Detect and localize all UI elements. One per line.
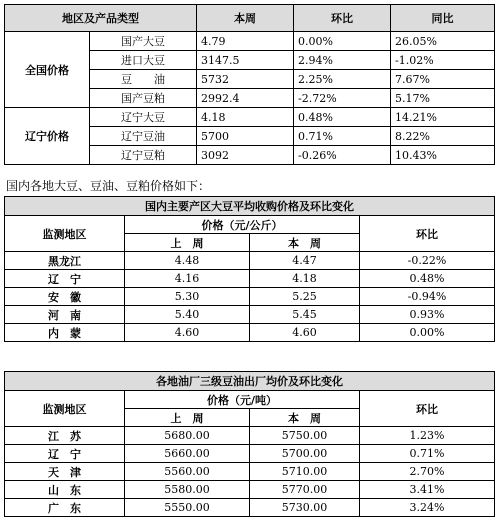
soybean-purchase-price-table xyxy=(4,196,495,342)
change-cell: 1.23% xyxy=(360,427,495,445)
region-group-liaoning: 辽宁价格 xyxy=(5,108,90,165)
wow-cell: 0.48% xyxy=(294,108,391,127)
table-row xyxy=(5,324,495,342)
curr-cell: 5710.00 xyxy=(250,463,360,481)
table-row xyxy=(5,445,495,463)
current-cell: 3092 xyxy=(197,146,294,165)
yoy-cell: -1.02% xyxy=(391,51,495,70)
curr-cell: 4.60 xyxy=(250,324,360,342)
yoy-cell: 8.22% xyxy=(391,127,495,146)
yoy-cell: 10.43% xyxy=(391,146,495,165)
region-cell: 广 东 xyxy=(5,499,125,517)
table-row xyxy=(5,427,495,445)
header-monitor-region: 监测地区 xyxy=(5,391,125,427)
prev-cell: 4.16 xyxy=(125,270,250,288)
change-cell: 2.70% xyxy=(360,463,495,481)
region-cell: 江 苏 xyxy=(5,427,125,445)
change-cell: 0.71% xyxy=(360,445,495,463)
table2-title: 国内主要产区大豆平均收购价格及环比变化 xyxy=(5,197,495,216)
table-row xyxy=(5,32,495,51)
product-cell: 辽宁豆粕 xyxy=(90,146,197,165)
current-cell: 4.18 xyxy=(197,108,294,127)
region-cell: 内 蒙 xyxy=(5,324,125,342)
curr-cell: 5730.00 xyxy=(250,499,360,517)
region-cell: 天 津 xyxy=(5,463,125,481)
prev-cell: 5550.00 xyxy=(125,499,250,517)
wow-cell: -2.72% xyxy=(294,89,391,108)
table-row xyxy=(5,270,495,288)
wow-cell: -0.26% xyxy=(294,146,391,165)
header-this-week: 本 周 xyxy=(250,409,360,427)
header-change: 环比 xyxy=(360,391,495,427)
prev-cell: 4.48 xyxy=(125,252,250,270)
change-cell: -0.94% xyxy=(360,288,495,306)
current-cell: 5732 xyxy=(197,70,294,89)
region-group-national: 全国价格 xyxy=(5,32,90,108)
table2-title-row xyxy=(5,197,495,216)
table2-header-row xyxy=(5,216,495,234)
prev-cell: 5560.00 xyxy=(125,463,250,481)
header-price-unit: 价格（元/公斤） xyxy=(125,216,360,234)
header-price-unit: 价格（元/吨） xyxy=(125,391,360,409)
curr-cell: 4.47 xyxy=(250,252,360,270)
soybean-oil-factory-price-table xyxy=(4,371,495,517)
header-prev-week: 上 周 xyxy=(125,234,250,252)
header-this-week: 本 周 xyxy=(250,234,360,252)
prev-cell: 5580.00 xyxy=(125,481,250,499)
change-cell: 0.93% xyxy=(360,306,495,324)
header-current: 本周 xyxy=(197,5,294,32)
change-cell: 0.00% xyxy=(360,324,495,342)
header-prev-week: 上 周 xyxy=(125,409,250,427)
change-cell: 0.48% xyxy=(360,270,495,288)
table1-header-row xyxy=(5,5,495,32)
curr-cell: 4.18 xyxy=(250,270,360,288)
prev-cell: 4.60 xyxy=(125,324,250,342)
table3-title: 各地油厂三级豆油出厂均价及环比变化 xyxy=(5,372,495,391)
product-cell: 辽宁豆油 xyxy=(90,127,197,146)
header-wow: 环比 xyxy=(294,5,391,32)
change-cell: -0.22% xyxy=(360,252,495,270)
table-row xyxy=(5,252,495,270)
prev-cell: 5.40 xyxy=(125,306,250,324)
table3-header-row xyxy=(5,391,495,409)
region-cell: 河 南 xyxy=(5,306,125,324)
region-cell: 辽 宁 xyxy=(5,270,125,288)
table-row xyxy=(5,306,495,324)
national-liaoning-price-table xyxy=(4,4,495,165)
product-cell: 辽宁大豆 xyxy=(90,108,197,127)
curr-cell: 5770.00 xyxy=(250,481,360,499)
table-row xyxy=(5,108,495,127)
table-row xyxy=(5,288,495,306)
yoy-cell: 5.17% xyxy=(391,89,495,108)
product-cell: 国产大豆 xyxy=(90,32,197,51)
prev-cell: 5.30 xyxy=(125,288,250,306)
curr-cell: 5.45 xyxy=(250,306,360,324)
region-cell: 安 徽 xyxy=(5,288,125,306)
intro-note: 国内各地大豆、豆油、豆粕价格如下： xyxy=(6,179,211,193)
header-region-product: 地区及产品类型 xyxy=(5,5,197,32)
curr-cell: 5750.00 xyxy=(250,427,360,445)
change-cell: 3.24% xyxy=(360,499,495,517)
prev-cell: 5680.00 xyxy=(125,427,250,445)
curr-cell: 5700.00 xyxy=(250,445,360,463)
header-monitor-region: 监测地区 xyxy=(5,216,125,252)
change-cell: 3.41% xyxy=(360,481,495,499)
table-row xyxy=(5,463,495,481)
wow-cell: 0.71% xyxy=(294,127,391,146)
table-row xyxy=(5,481,495,499)
region-cell: 山 东 xyxy=(5,481,125,499)
region-cell: 辽 宁 xyxy=(5,445,125,463)
current-cell: 4.79 xyxy=(197,32,294,51)
wow-cell: 0.00% xyxy=(294,32,391,51)
table-row xyxy=(5,499,495,517)
current-cell: 3147.5 xyxy=(197,51,294,70)
yoy-cell: 7.67% xyxy=(391,70,495,89)
yoy-cell: 26.05% xyxy=(391,32,495,51)
table3-title-row xyxy=(5,372,495,391)
curr-cell: 5.25 xyxy=(250,288,360,306)
current-cell: 5700 xyxy=(197,127,294,146)
region-cell: 黑龙江 xyxy=(5,252,125,270)
wow-cell: 2.25% xyxy=(294,70,391,89)
header-change: 环比 xyxy=(360,216,495,252)
product-cell: 国产豆粕 xyxy=(90,89,197,108)
current-cell: 2992.4 xyxy=(197,89,294,108)
product-cell: 豆 油 xyxy=(90,70,197,89)
wow-cell: 2.94% xyxy=(294,51,391,70)
header-yoy: 同比 xyxy=(391,5,495,32)
product-cell: 进口大豆 xyxy=(90,51,197,70)
yoy-cell: 14.21% xyxy=(391,108,495,127)
prev-cell: 5660.00 xyxy=(125,445,250,463)
